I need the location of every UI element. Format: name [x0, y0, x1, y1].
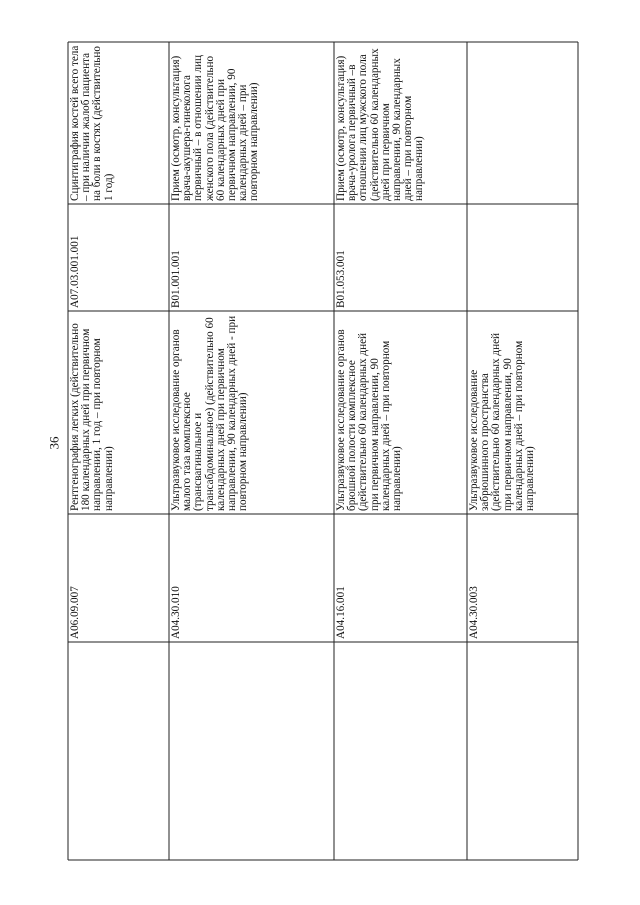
table-cell-text: Рентгенография легких (действительно 180 календарных дней при первичном направлении, 1 год – при повторном направлении) [69, 323, 115, 511]
table-cell-code2 [334, 204, 467, 311]
table-cell-text: Прием (осмотр, консультация) врача-акушера-гинеколога первичный – в отношении лиц женского пола (действительно 60 календарных дней при первичном направлении, 90 календарных дней – при повторном направлении) [170, 54, 261, 201]
table-cell-text: Прием (осмотр, консультация) врача-уролога первичный –в отношении лиц мужского пола (действительно 60 календарных дней при первичном направлении, 90 календарных дней – при повторном направлении) [335, 48, 426, 201]
table-cell-text [68, 642, 169, 860]
table-cell-service [68, 311, 169, 514]
table-cell-service2 [334, 42, 467, 204]
table-cell-text: A04.30.010 [170, 586, 182, 639]
table-cell-text: B01.053.001 [335, 250, 347, 308]
table-cell-code [334, 514, 467, 642]
table-cell-col1 [68, 642, 169, 860]
table-cell-col1 [467, 642, 578, 860]
table-cell-text: A04.30.003 [468, 586, 480, 639]
table-cell-service2 [467, 42, 578, 204]
table-cell-text [467, 42, 578, 204]
table-cell-text: A06.09.007 [69, 586, 81, 639]
table-cell-text: A07.03.001.001 [69, 235, 81, 308]
table-cell-text: A04.16.001 [335, 586, 347, 639]
table-cell-col1 [169, 642, 334, 860]
table-cell-col1 [334, 642, 467, 860]
table-cell-code [169, 514, 334, 642]
table-cell-text: Ультразвуковое исследование органов брюшной полости комплексное (действительно 60 календарных дней при первичном направлении, 90 календарных дней – при повторном направлении) [335, 329, 404, 511]
table-cell-text: Ультразвуковое исследование органов малого таза комплексное (трансвагинальное и трансабдоминальное) (действительно 60 календарных дней при первичном направлении, 90 календарных дней - при повторном направлении) [170, 315, 250, 511]
table-cell-code2 [68, 204, 169, 311]
table-cell-code2 [467, 204, 578, 311]
table-cell-text [467, 204, 578, 311]
table-cell-code2 [169, 204, 334, 311]
table-cell-text [467, 642, 578, 860]
table-cell-text: B01.001.001 [170, 250, 182, 308]
table-cell-code [467, 514, 578, 642]
table-cell-service [334, 311, 467, 514]
table-cell-service2 [169, 42, 334, 204]
table-cell-code [68, 514, 169, 642]
table-cell-service [467, 311, 578, 514]
table-cell-text: Сцинтиграфия костей всего тела – при наличии жалоб пациента на боли в костях (действительно 1 год) [69, 45, 115, 201]
page-number: 36 [46, 436, 61, 450]
table-cell-service [169, 311, 334, 514]
table-cell-service2 [68, 42, 169, 204]
table-cell-text [169, 642, 334, 860]
table-cell-text [334, 642, 467, 860]
table-cell-text: Ультразвуковое исследование забрюшинного пространства (действительно 60 календарных дней при первичном направлении, 90 календарных дней – при повторном направлении) [468, 332, 537, 511]
